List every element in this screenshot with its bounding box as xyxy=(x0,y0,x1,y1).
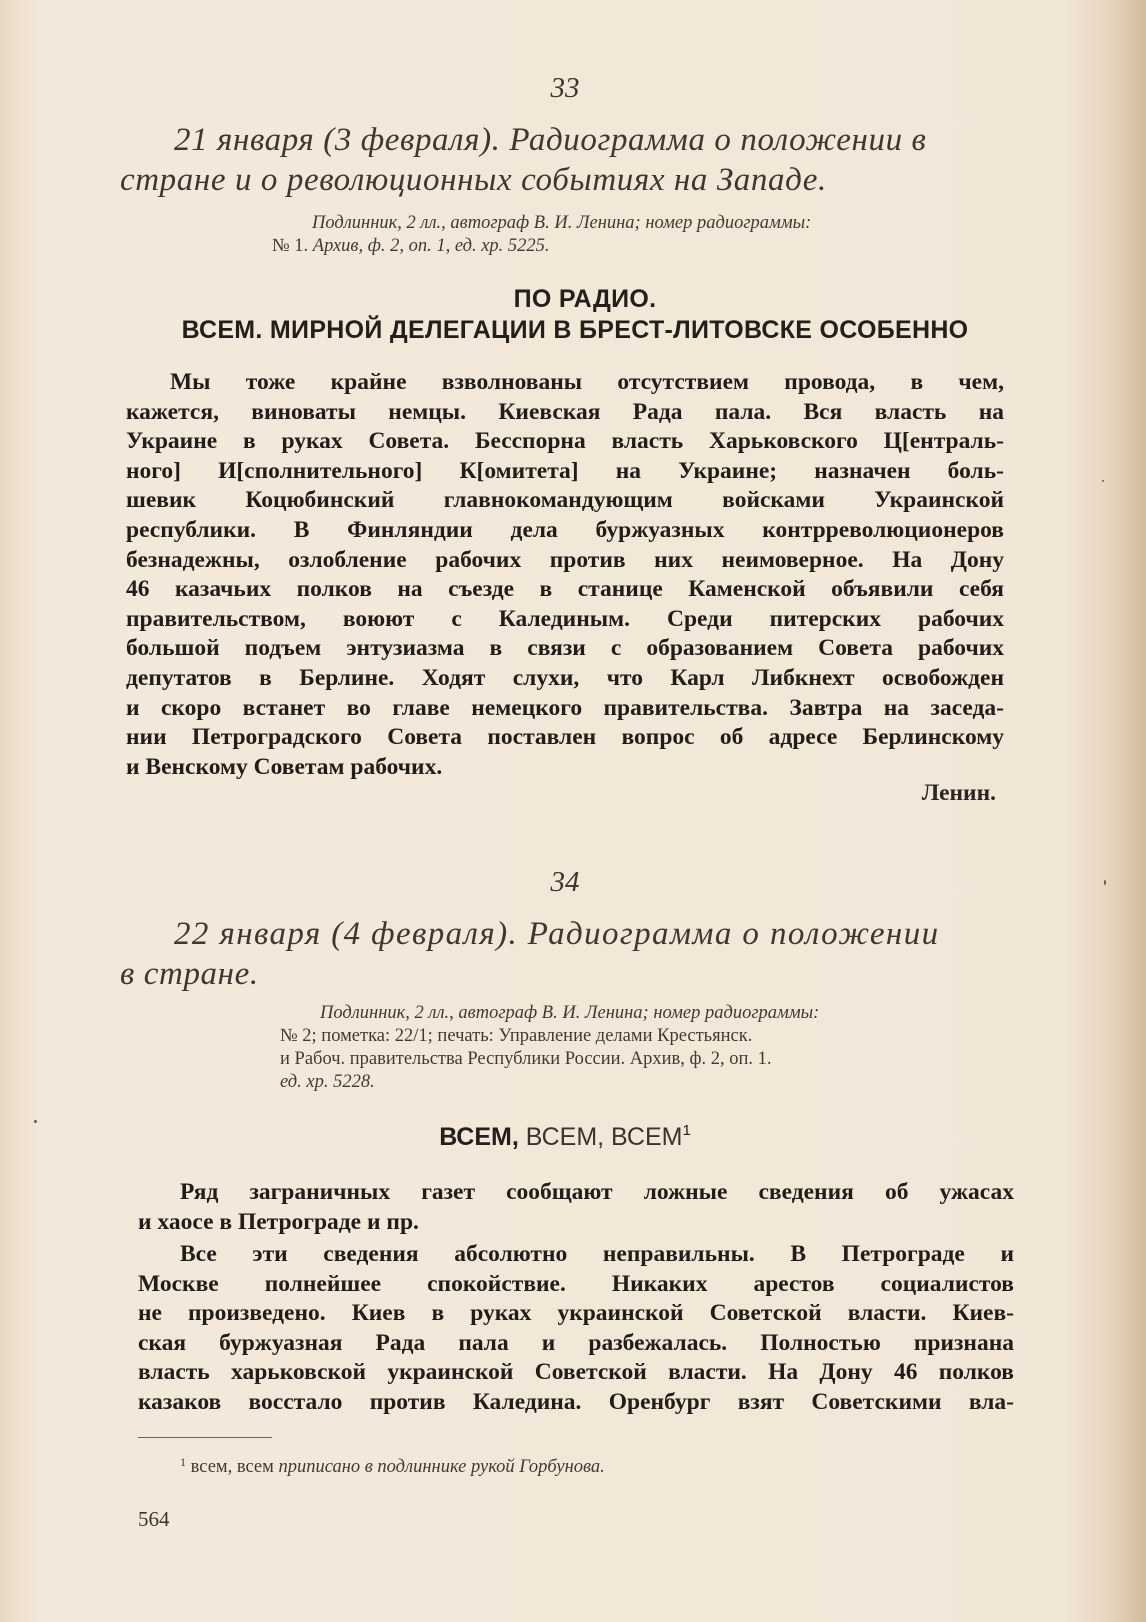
source-line: и Рабоч. правительства Республики России. Архив, ф. 2, оп. 1. xyxy=(280,1049,772,1069)
paper-speck xyxy=(1102,480,1104,482)
document-number-33: 33 xyxy=(550,72,580,104)
body-line: безнадежны, озлобление рабочих против них неимоверное. На Дону xyxy=(126,546,1004,573)
body-line: Все эти сведения абсолютно неправильны. В Петрограде и xyxy=(180,1241,1014,1267)
source-line: Подлинник, 2 лл., автограф В. И. Ленина; номер радиограммы: xyxy=(312,213,812,233)
document-33-heading xyxy=(120,120,1010,200)
body-line: депутатов в Берлине. Ходят слухи, что Карл Либкнехт освобожден xyxy=(126,664,1004,691)
page-number: 564 xyxy=(138,1507,170,1531)
body-line: власть харьковской украинской Советской власти. На Дону 46 полков xyxy=(138,1359,1014,1386)
body-line: и хаосе в Петрограде и пр. xyxy=(138,1208,419,1235)
body-line: Москве полнейшее спокойствие. Никаких арестов социалистов xyxy=(138,1270,1014,1297)
heading-line: 21 января (3 февраля). Радиограмма о положении в xyxy=(174,122,927,158)
body-line: казаков восстало против Каледина. Оренбург взят Советскими вла- xyxy=(138,1388,1014,1415)
title-bold-word: ВСЕМ, xyxy=(439,1123,519,1151)
body-line: и скоро встанет во главе немецкого правительства. Завтра на заседа- xyxy=(126,694,1004,721)
document-33-body xyxy=(126,368,1004,782)
document-34-title xyxy=(0,1122,1130,1152)
document-34-source xyxy=(280,1002,819,1094)
body-line: большой подъем энтузиазма в связи с образованием Совета рабочих xyxy=(126,635,1004,662)
footnote-divider xyxy=(138,1437,272,1438)
paper-speck xyxy=(34,1120,37,1123)
body-line: правительством, воюют с Калединым. Среди питерских рабочих xyxy=(126,605,1004,632)
document-34-paragraph-2 xyxy=(138,1240,1014,1418)
footnote-mark: 1 xyxy=(180,1455,186,1469)
document-33-source xyxy=(272,212,811,258)
heading-line: 22 января (4 февраля). Радиограмма о положении xyxy=(174,916,940,952)
body-line: нии Петроградского Совета поставлен вопрос об адресе Берлинскому xyxy=(126,724,1004,751)
signature-lenin: Ленин. xyxy=(921,780,996,806)
document-33-title xyxy=(0,284,1120,346)
body-line: не произведено. Киев в руках украинской Советской власти. Киев- xyxy=(138,1300,1014,1327)
body-line: 46 казачьих полков на съезде в станице Каменской объявили себя xyxy=(126,576,1004,603)
document-34-heading xyxy=(120,914,1010,994)
title-plain-words: ВСЕМ, ВСЕМ xyxy=(525,1123,683,1151)
title-line: ПО РАДИО. xyxy=(513,285,657,313)
body-line: ного] И[сполнительного] К[омитета] на Украине; назначен боль- xyxy=(126,457,1004,484)
heading-line: в стране. xyxy=(120,956,259,992)
body-line: кажется, виноваты немцы. Киевская Рада пала. Вся власть на xyxy=(126,398,1004,425)
page-edge-shadow xyxy=(1110,0,1146,1622)
body-line: республики. В Финляндии дела буржуазных контрреволюционеров xyxy=(126,516,1004,543)
document-34-paragraph-1 xyxy=(138,1178,1014,1237)
body-line: и Венскому Советам рабочих. xyxy=(126,753,443,780)
paper-speck xyxy=(1104,880,1106,885)
body-line: шевик Коцюбинский главнокомандующим войсками Украинской xyxy=(126,487,1004,514)
heading-line: стране и о революционных событиях на Западе. xyxy=(120,162,827,198)
title-line: ВСЕМ. МИРНОЙ ДЕЛЕГАЦИИ В БРЕСТ-ЛИТОВСКЕ ОСОБЕННО xyxy=(181,316,969,344)
body-line: Украине в руках Совета. Бесспорна власть Харьковского Ц[ентраль- xyxy=(126,428,1004,455)
footnote-reference: 1 xyxy=(682,1122,691,1139)
source-line: № 2; пометка: 22/1; печать: Управление делами Крестьянск. xyxy=(280,1026,753,1046)
source-line: ед. хр. 5228. xyxy=(280,1072,375,1092)
footnote xyxy=(180,1455,605,1478)
footnote-plain: всем, всем xyxy=(190,1457,274,1477)
document-number-34: 34 xyxy=(550,866,580,898)
body-line: ская буржуазная Рада пала и разбежалась. Полностью признана xyxy=(138,1329,1014,1356)
body-line: Мы тоже крайне взволнованы отсутствием провода, в чем, xyxy=(170,369,1004,395)
source-line: Подлинник, 2 лл., автограф В. И. Ленина; номер радиограммы: xyxy=(320,1003,820,1023)
footnote-italic: приписано в подлиннике рукой Горбунова. xyxy=(278,1457,605,1477)
body-line: Ряд заграничных газет сообщают ложные сведения об ужасах xyxy=(180,1179,1014,1205)
source-line: № 1. Архив, ф. 2, оп. 1, ед. хр. 5225. xyxy=(272,236,550,256)
